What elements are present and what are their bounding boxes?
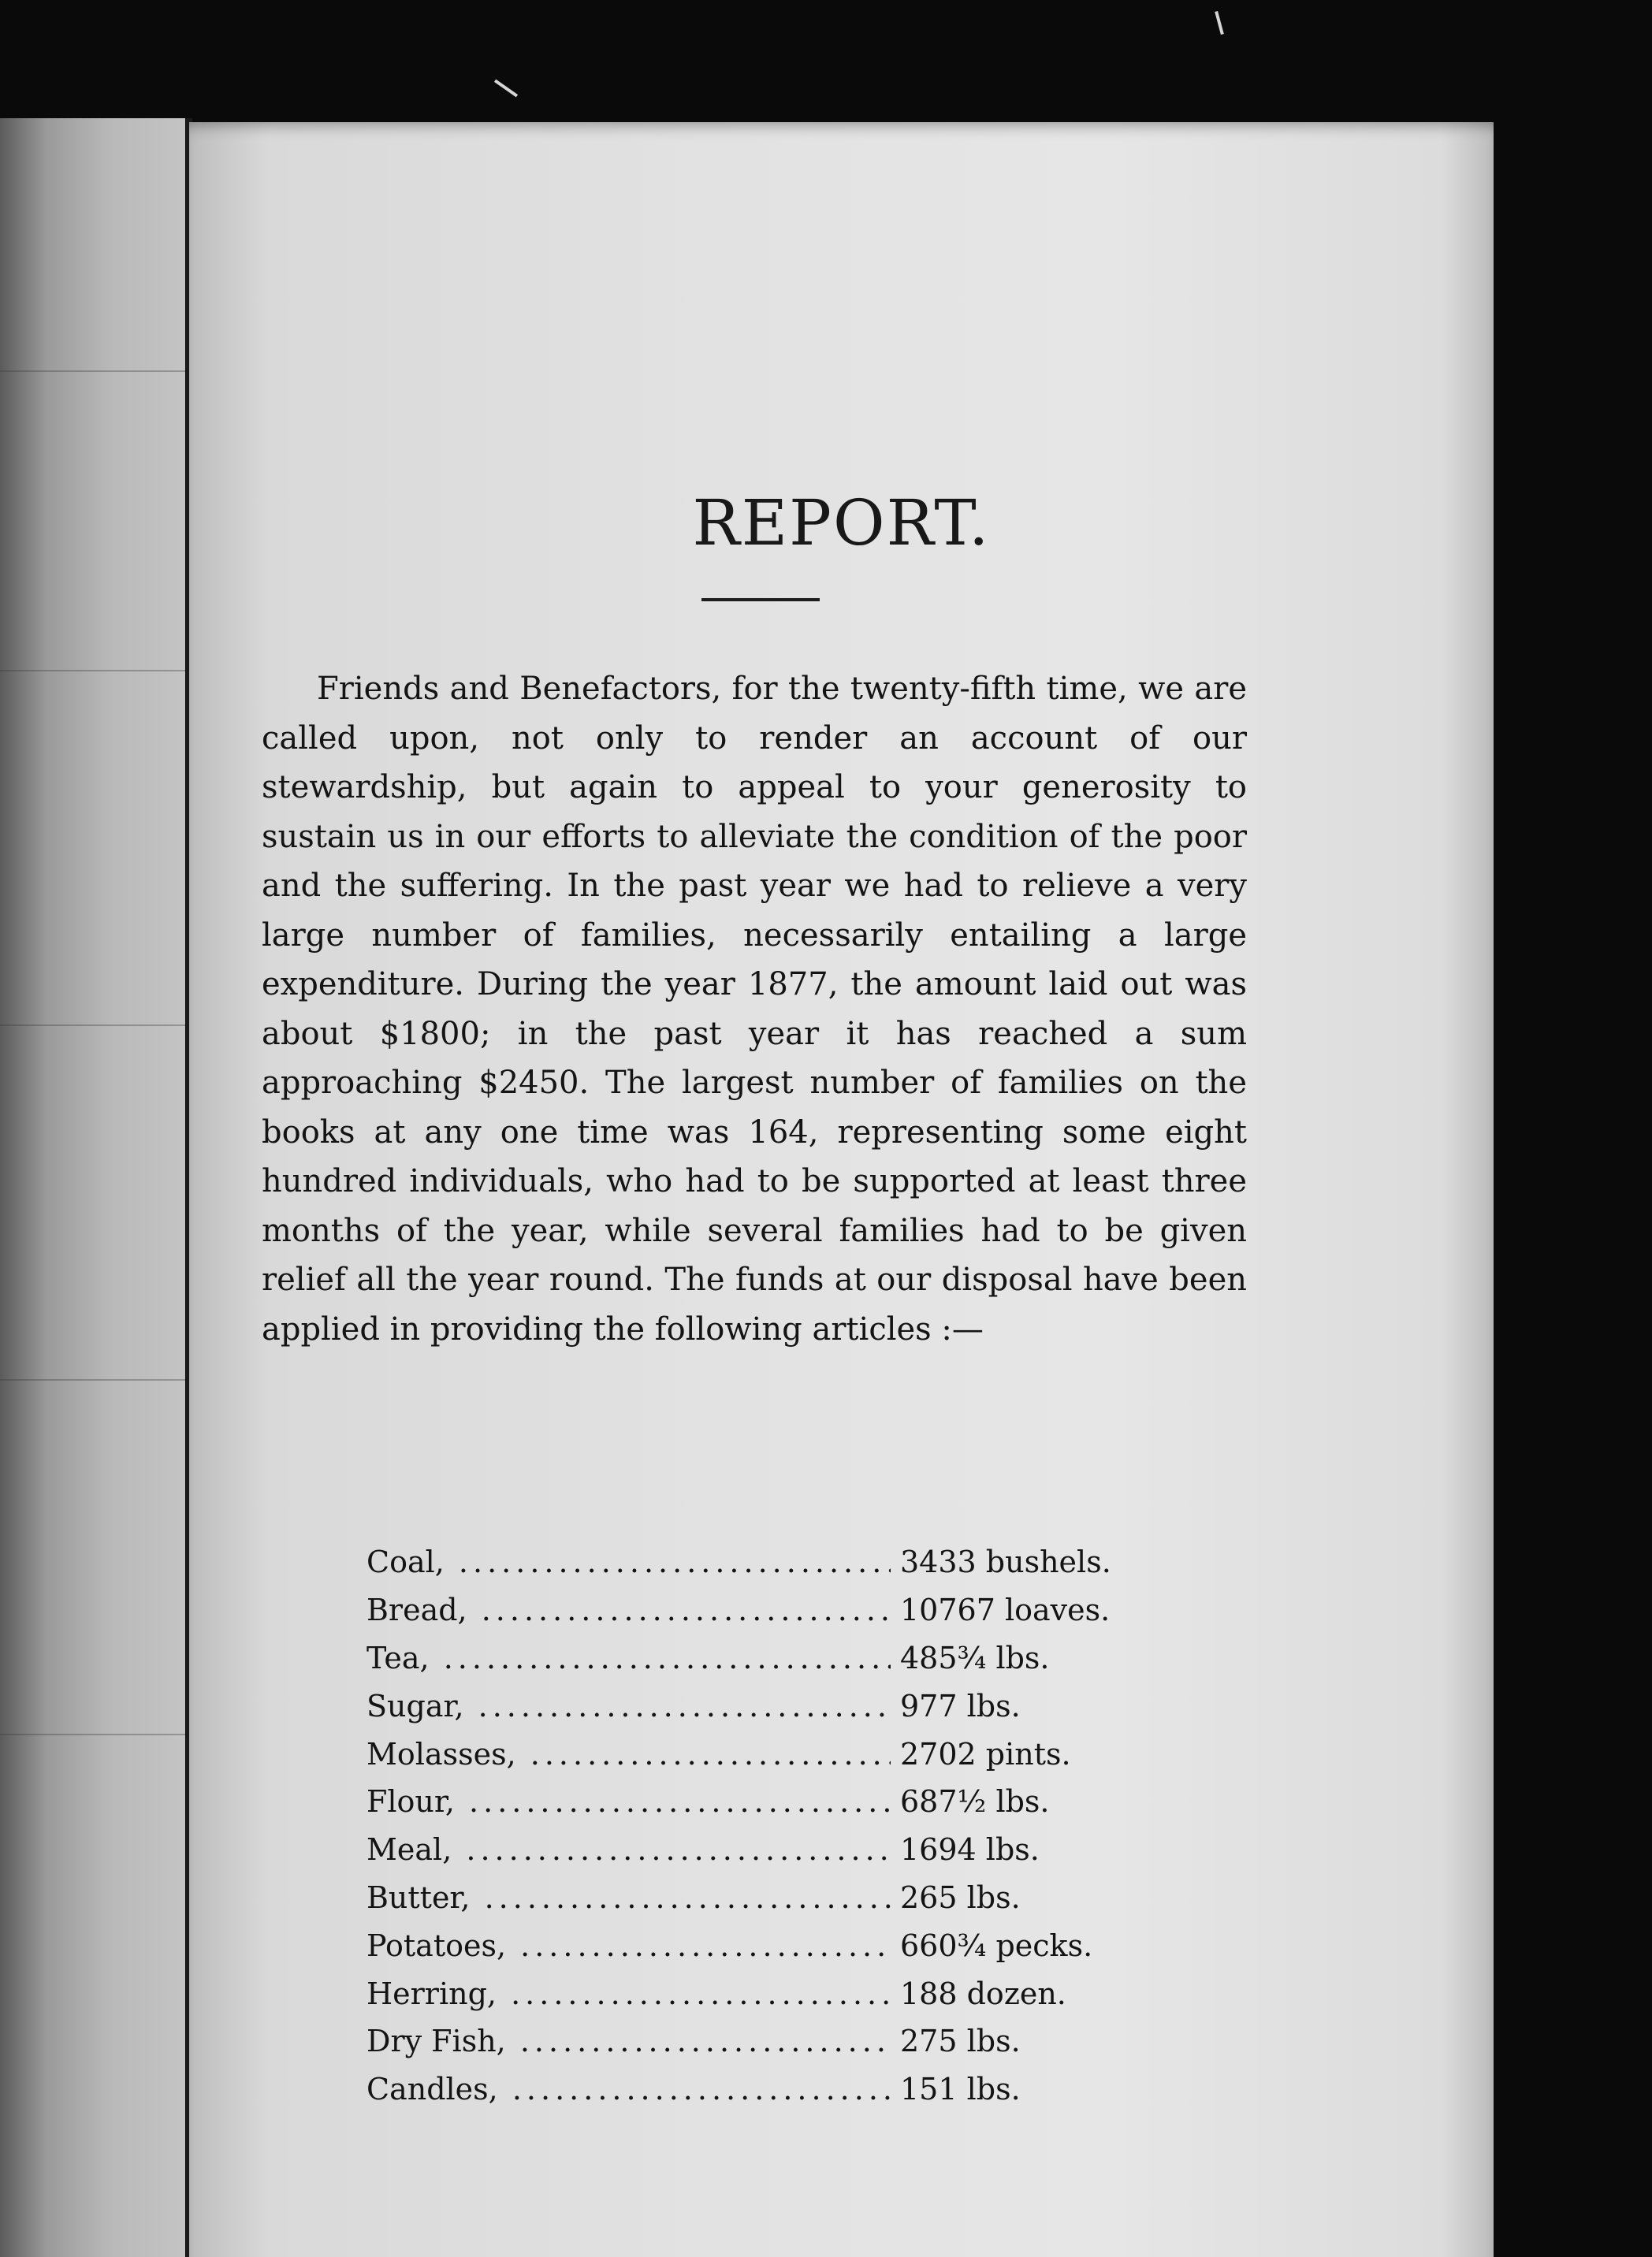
article-quantity: 977 lbs. [900,1688,1021,1723]
article-name: Dry Fish, ..... [366,2024,891,2058]
article-name: Bread, ..... [366,1593,891,1627]
article-quantity: 1694 lbs. [900,1832,1040,1868]
article-row [366,2066,1257,2114]
title-rule [701,598,820,601]
article-row [366,1969,1257,2017]
article-name: Herring, ..... [366,1976,891,2011]
articles-list [366,1538,1257,2114]
article-quantity: 151 lbs. [900,2072,1021,2107]
article-name: Sugar, ..... [366,1689,891,1723]
article-name: Flour, ..... [366,1784,891,1819]
article-quantity: 687½ lbs. [900,1784,1050,1820]
report-page [189,122,1494,2257]
article-name: Butter, ..... [366,1880,891,1915]
article-row [366,1826,1257,1874]
article-quantity: 2702 pints. [900,1736,1071,1772]
article-row [366,1682,1257,1730]
article-row [366,1874,1257,1922]
article-row [366,1921,1257,1969]
article-name: Coal, ..... [366,1545,891,1579]
adjacent-page-edge [0,118,185,2257]
report-paragraph: Friends and Benefactors, for the twenty-fifth time, we are called upon, not only to render an account of our stewardship, but again to appeal to your generosity to sustain us in our efforts to alleviate the condition of the poor and the suffering. In the past year we had to relieve a very large number of families, necessarily entailing a large expenditure. During the year 1877, the amount laid out was about $1800; in the past year it has reached a sum approaching $2450. The largest number of families on the books at any one time was 164, representing some eight hundred individuals, who had to be supported at least three months of the year, while several families had to be given relief all the year round. The funds at our disposal have been applied in providing the following articles :— [262,671,1247,1348]
article-row [366,1778,1257,1826]
article-name: Meal, ..... [366,1832,891,1867]
article-quantity: 275 lbs. [900,2024,1021,2059]
article-row [366,1634,1257,1683]
article-quantity: 188 dozen. [900,1976,1066,2011]
scratch-mark [1215,11,1224,35]
article-quantity: 485¾ lbs. [900,1640,1050,1675]
article-name: Candles, ..... [366,2072,891,2106]
article-name: Potatoes, ..... [366,1928,891,1963]
article-quantity: 3433 bushels. [900,1545,1111,1580]
report-title: REPORT. [692,486,991,560]
article-name: Tea, ..... [366,1641,891,1675]
article-name: Molasses, ..... [366,1737,891,1772]
article-quantity: 265 lbs. [900,1880,1021,1915]
article-quantity: 10767 loaves. [900,1593,1111,1628]
article-row [366,1538,1257,1586]
article-row [366,1730,1257,1778]
article-quantity: 660¾ pecks. [900,1928,1093,1963]
article-row [366,1586,1257,1634]
scratch-mark [494,80,518,98]
article-row [366,2017,1257,2066]
